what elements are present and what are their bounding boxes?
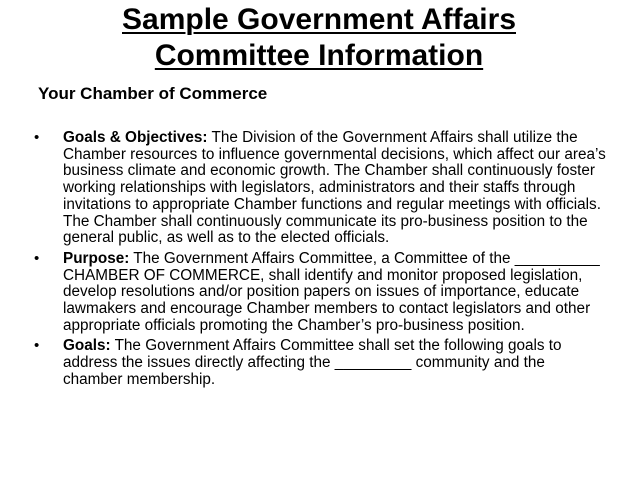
bullet-icon: • [34,249,40,267]
bullet-icon: • [34,337,40,355]
bullet-item-goals-objectives [34,130,606,247]
bullet-list [34,130,606,393]
title-line-2: Committee Information [154,39,484,72]
bullet-lead: Goals & Objectives: [63,129,208,146]
bullet-lead: Purpose: [63,249,130,267]
bullet-icon: • [34,129,40,146]
bullet-text: The Government Affairs Committee, a Committee of the __________ CHAMBER OF COMMERCE, shall identify and monitor proposed legislation, develop resolutions and/or position papers on issues of importance, educate lawmakers and encourage Chamber members to contact legislators and other appropriate officials promoting the Chamber’s pro-business position. [63,249,600,334]
bullet-item-goals [34,338,606,388]
title-line-1: Sample Government Affairs [122,3,516,36]
slide-title [0,2,638,74]
bullet-item-purpose [34,251,606,335]
slide-subtitle: Your Chamber of Commerce [38,84,268,103]
bullet-text: The Division of the Government Affairs shall utilize the Chamber resources to influence governmental decisions, which affect our area’s business climate and economic growth. The Chamber shall continuously foster working relationships with legislators, administrators and their staffs through invitations to appropriate Chamber functions and regular meetings with officials. The Chamber shall continuously communicate its pro-business position to the general public, as well as to the elected officials. [63,129,606,247]
bullet-lead: Goals: [63,337,111,355]
bullet-text: The Government Affairs Committee shall set the following goals to address the issues directly affecting the _________ community and the chamber membership. [63,337,562,388]
